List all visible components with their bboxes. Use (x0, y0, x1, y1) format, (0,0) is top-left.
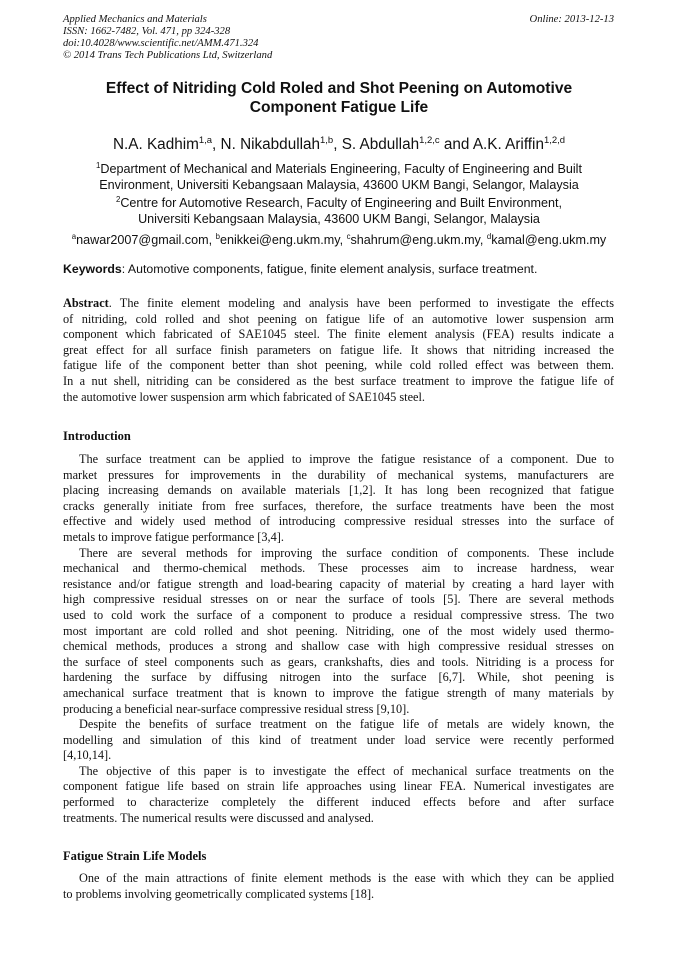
affiliation-line: Environment, Universiti Kebangsaan Malaysia, 43600 UKM Bangi, Selangor, Malaysia (99, 178, 579, 192)
author-sep: , (333, 136, 342, 153)
author-name: N.A. Kadhim (112, 136, 199, 153)
email-sup: b (215, 231, 220, 241)
title-line: Effect of Nitriding Cold Roled and Shot Peening on Automotive (105, 80, 573, 97)
email-sup: a (71, 231, 77, 241)
affiliation-line: Centre for Automotive Research, Faculty of Engineering and Built Environment, (120, 196, 563, 210)
author-sep: and (439, 136, 473, 153)
abstract-line (63, 343, 614, 359)
affiliation-line: Universiti Kebangsaan Malaysia, 43600 UKM Bangi, Selangor, Malaysia (138, 212, 540, 226)
affiliation-line: Department of Mechanical and Materials Engineering, Faculty of Engineering and Built (100, 162, 582, 176)
paragraph-line: component fatigue life based on strain life approaches using linear FEA. Numerical investigates are (63, 779, 614, 794)
author-name: A.K. Ariffin (472, 136, 544, 153)
author-sup: 1,b (320, 134, 334, 146)
copyright: © 2014 Trans Tech Publications Ltd, Switzerland (63, 50, 273, 61)
paragraph-line: effective and widely used method of introducing compressive residual stresses into the surface of (63, 514, 614, 529)
title-line: Component Fatigue Life (249, 98, 429, 116)
paragraph-line: cracks generally initiate from free surfaces, therefore, the surface treatments have been the most (63, 498, 614, 513)
online-date: Online: 2013-12-13 (529, 14, 614, 25)
paragraph-line: [4,10,14]. (63, 748, 112, 763)
abstract-text: component which fabricated of SAE1045 steel. The finite element analysis (FEA) results indicate a (63, 327, 614, 342)
email: nawar2007@gmail.com, (76, 233, 216, 247)
paragraph-line: the surface of steel components such as gears, crankshafts, dies and tools. Nitriding is a process for (63, 654, 614, 669)
author-name: N. Nikabdullah (220, 136, 321, 153)
author-sep: , (212, 136, 221, 153)
paragraph-line: hardening the surface by diffusing nitrogen into the surface [6,7]. While, shot peening is (63, 670, 614, 685)
abstract-line (63, 327, 614, 343)
author-sup: 1,2,d (543, 134, 566, 146)
author-name: S. Abdullah (341, 136, 420, 153)
author-sup: 1,2,c (419, 134, 440, 146)
email: shahrum@eng.ukm.my, (350, 233, 487, 247)
paragraph-line: treatments. The numerical results were discussed and analysed. (63, 810, 374, 825)
abstract-text: of nitriding, cold rolled and shot peening on fatigue life of an automotive lower suspension arm (63, 311, 614, 326)
abstract-line (63, 390, 614, 406)
emails (30, 232, 648, 248)
email-sup: c (346, 231, 351, 241)
abstract-text: In a nut shell, nitriding can be considered as the best surface treatment to improve the fatigue life of (63, 373, 614, 388)
paragraph-line: amechanical surface treatment that is known to improve the fatigue strength of many materials by (63, 685, 614, 700)
email-sup: d (486, 231, 492, 241)
keywords-text: : Automotive components, fatigue, finite element analysis, surface treatment. (121, 262, 538, 276)
paragraph-line: high compressive residual stresses on or near the surface of tools [5]. There are several methods (63, 592, 614, 607)
paper-title (40, 80, 638, 117)
abstract-line (63, 358, 614, 374)
paragraph-line: modelling and simulation of this kind of treatment under load service were recently performed (63, 732, 614, 747)
paragraph-line: most important are cold rolled and shot peening. Nitriding, one of the most widely used thermo- (63, 623, 614, 638)
paragraph-line: metals to improve fatigue performance [3,4]. (63, 529, 284, 544)
fatigue-body (63, 871, 614, 902)
author-sup: 1,a (198, 134, 213, 146)
authors (30, 135, 648, 155)
affiliation-sup: 2 (115, 194, 121, 204)
doi: doi:10.4028/www.scientific.net/AMM.471.324 (63, 38, 259, 49)
paragraph-line: There are several methods for improving the surface condition of components. These include (79, 545, 614, 560)
paragraph-line: producing a beneficial near-surface compressive residual stress [9,10]. (63, 701, 410, 716)
paragraph-line: to problems involving geometrically complicated systems [18]. (63, 886, 375, 901)
paragraph-line: resistance and/or fatigue strength and load-bearing capacity of material by creating a hard layer with (63, 576, 614, 591)
email: enikkei@eng.ukm.my, (219, 233, 347, 247)
affiliation-sup: 1 (96, 160, 101, 170)
abstract-text: fatigue life of the component better than shot peening, while cold rolled effect was between them. (63, 358, 614, 373)
paragraph-line: The objective of this paper is to investigate the effect of mechanical surface treatments on the (79, 763, 614, 778)
paragraph-line: used to cold work the surface of a component to produce a residual compressive stress. The two (63, 607, 614, 622)
paragraph-line: Despite the benefits of surface treatment on the fatigue life of metals are widely known, the (79, 717, 614, 732)
abstract-line (63, 374, 614, 390)
keywords (63, 262, 537, 276)
affiliation-2 (30, 195, 648, 227)
abstract-text: great effect for all surface finish parameters on fatigue life. It shows that nitriding increased the (63, 342, 614, 357)
journal-name: Applied Mechanics and Materials (63, 14, 207, 25)
abstract-text: . The finite element modeling and analysis have been performed to investigate the effects (108, 296, 614, 310)
abstract-line (63, 296, 614, 312)
paragraph-line: market pressures for improvements in the durability of mechanical systems, manufacturers are (63, 467, 614, 482)
paragraph-line: chemical methods, produces a strong and shallow case with high compressive residual stresses on (63, 639, 614, 654)
paragraph-line: One of the main attractions of finite element methods is the ease with which they can be applied (79, 871, 614, 885)
issn: ISSN: 1662-7482, Vol. 471, pp 324-328 (63, 26, 231, 37)
abstract-text: the automotive lower suspension arm which fabricated of SAE1045 steel. (63, 389, 425, 404)
paragraph-line: mechanical and thermo-chemical methods. These processes aim to increase hardness, wear (63, 561, 614, 576)
keywords-label: Keywords (63, 262, 122, 276)
email: kamal@eng.ukm.my (491, 233, 607, 247)
introduction-body (63, 452, 614, 826)
paragraph-line: The surface treatment can be applied to improve the fatigue resistance of a component. Due to (79, 452, 614, 466)
abstract-line (63, 312, 614, 328)
publication-header (63, 14, 614, 62)
section-heading-introduction: Introduction (63, 429, 131, 443)
abstract-label: Abstract (63, 296, 109, 310)
section-heading-fatigue: Fatigue Strain Life Models (63, 849, 207, 863)
paragraph-line: performed to characterize completely the different induced effects before and after surface (63, 795, 614, 810)
abstract (63, 296, 614, 405)
affiliation-1 (30, 161, 648, 193)
paragraph-line: placing increasing demands on available materials [1,2]. It has long been recognized that fatigue (63, 483, 614, 498)
